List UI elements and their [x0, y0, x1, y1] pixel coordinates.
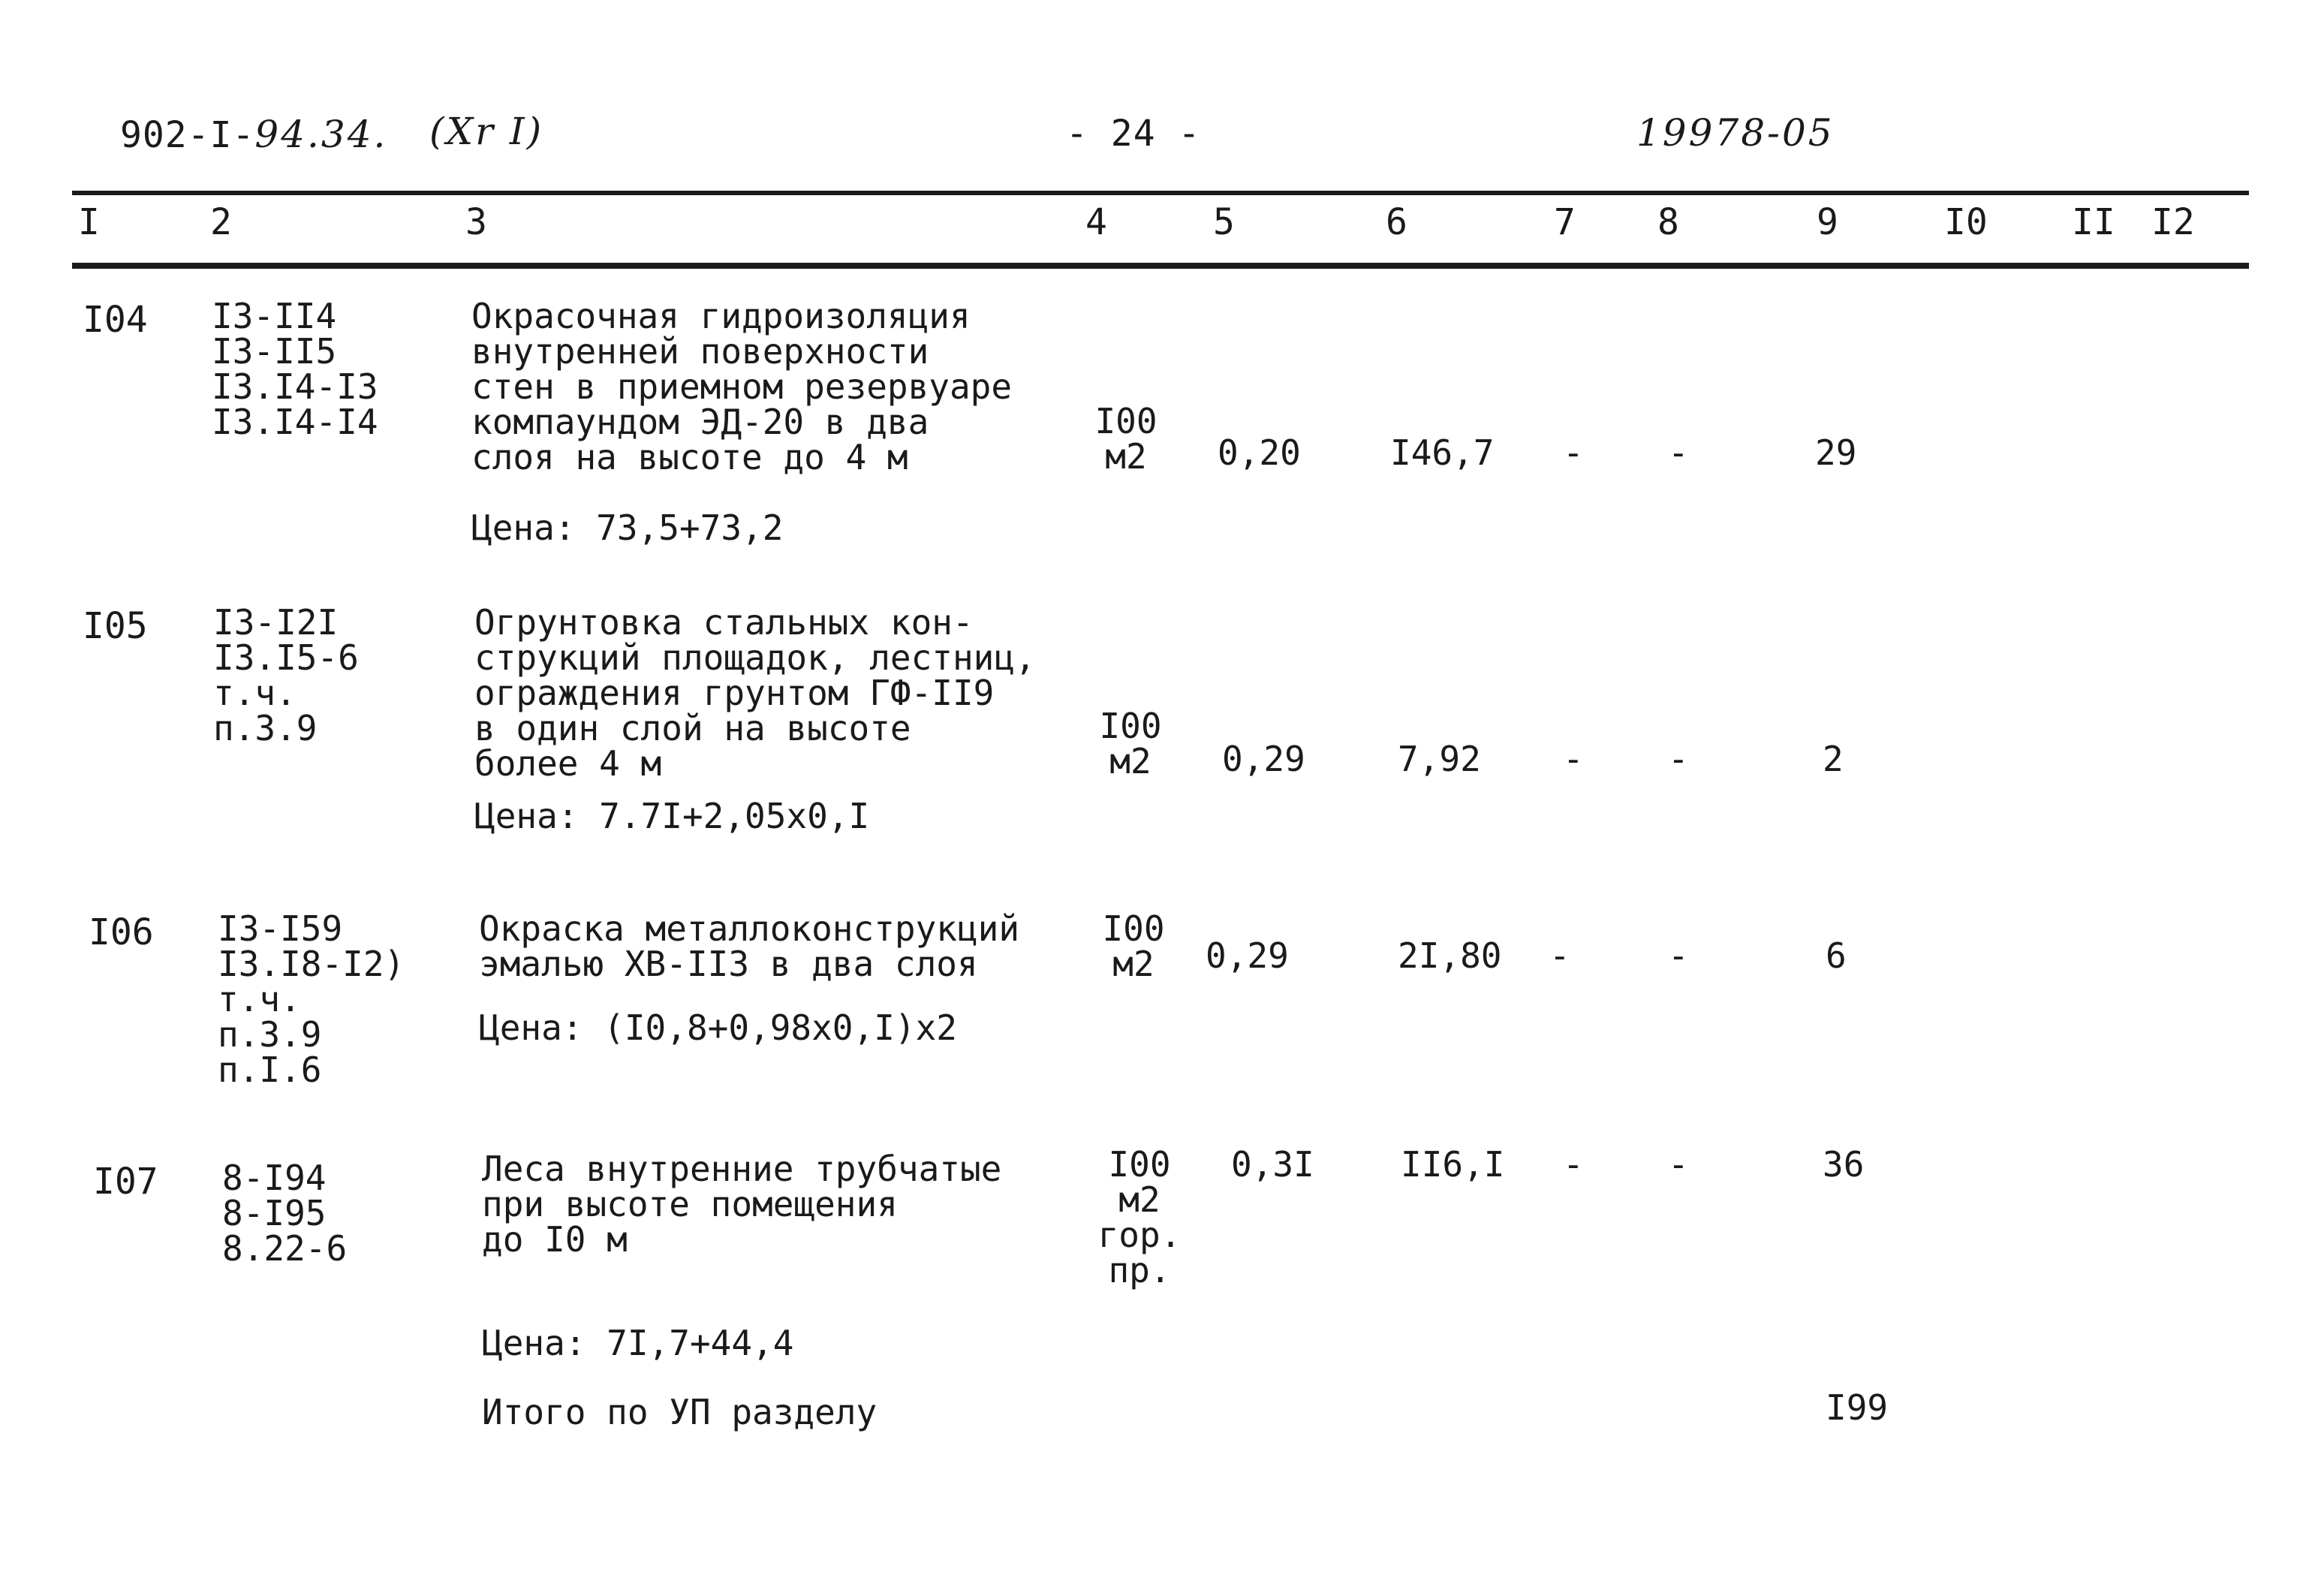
quantity: 0,29: [1222, 739, 1305, 779]
norm-codes: [218, 908, 405, 1090]
unit-line: м2: [1109, 741, 1151, 781]
column-6-value: I46,7: [1390, 432, 1495, 473]
unit-of-measure: [1085, 706, 1176, 781]
unit-line: м2: [1118, 1179, 1161, 1220]
column-8-value: -: [1668, 432, 1689, 473]
unit-line: гор.: [1097, 1215, 1182, 1255]
norm-code: 8-I95: [222, 1193, 327, 1233]
column-8-value: -: [1668, 739, 1689, 779]
column-number: 3: [465, 201, 487, 243]
norm-code: I3.I4-I3: [212, 366, 378, 407]
column-6-value: 7,92: [1398, 739, 1481, 779]
description-line: стен в приемном резервуаре: [471, 366, 1013, 407]
norm-code: 8.22-6: [222, 1228, 348, 1269]
document-code-printed: 902-I-: [120, 114, 255, 156]
norm-code: I3.I8-I2): [218, 944, 405, 984]
price-formula: Цена: 7.7I+2,05x0,I: [474, 796, 870, 836]
quantity: 0,20: [1218, 432, 1301, 473]
column-number: I: [78, 201, 100, 243]
norm-code: п.I.6: [218, 1049, 322, 1090]
unit-line: пр.: [1108, 1250, 1171, 1290]
column-9-value: 2: [1823, 739, 1844, 779]
page-number: - 24 -: [1066, 113, 1201, 155]
section-total-label: Итого по УП разделу: [482, 1392, 878, 1432]
norm-code: I3.I5-6: [213, 637, 359, 678]
column-number: I2: [2151, 201, 2195, 243]
description-line: Окраска металлоконструкций: [479, 908, 1020, 949]
norm-code: п.3.9: [218, 1014, 322, 1055]
column-7-value: -: [1549, 935, 1570, 976]
quantity: 0,29: [1206, 935, 1289, 976]
unit-line: I00: [1094, 401, 1158, 441]
column-8-value: -: [1668, 1144, 1689, 1185]
price-formula: Цена: 7I,7+44,4: [482, 1323, 794, 1363]
description-line: эмалью ХВ-II3 в два слоя: [479, 944, 978, 984]
column-7-value: -: [1563, 1144, 1584, 1185]
column-7-value: -: [1563, 739, 1584, 779]
row-number: I07: [93, 1161, 158, 1203]
unit-line: I00: [1102, 908, 1165, 949]
norm-code: I3.I4-I4: [212, 402, 378, 442]
unit-of-measure: [1094, 1144, 1185, 1290]
column-6-value: 2I,80: [1398, 935, 1502, 976]
column-number: 4: [1085, 201, 1107, 243]
column-number: 2: [210, 201, 232, 243]
unit-line: м2: [1105, 436, 1147, 477]
price-formula: Цена: 73,5+73,2: [471, 507, 784, 548]
norm-codes: [222, 1158, 348, 1269]
volume-mark: (Xr I): [429, 110, 544, 153]
norm-code: I3-II5: [212, 331, 337, 372]
column-number: I0: [1944, 201, 1988, 243]
column-number: 5: [1213, 201, 1235, 243]
work-description: [479, 908, 1020, 984]
column-9-value: 6: [1826, 935, 1847, 976]
norm-code: I3-I59: [218, 908, 343, 949]
row-number: I04: [83, 299, 148, 341]
description-line: ограждения грунтом ГФ-II9: [474, 673, 995, 713]
norm-code: т.ч.: [213, 673, 297, 713]
table-header-rule: [72, 263, 2249, 269]
norm-codes: [213, 602, 359, 748]
work-description: [471, 296, 1013, 477]
description-line: внутренней поверхности: [471, 331, 929, 372]
norm-code: I3-I2I: [213, 602, 339, 643]
column-8-value: -: [1668, 935, 1689, 976]
section-total-value: I99: [1826, 1387, 1889, 1428]
column-number: 7: [1554, 201, 1576, 243]
unit-line: I00: [1099, 706, 1162, 746]
column-6-value: II6,I: [1401, 1144, 1505, 1185]
column-number: 6: [1386, 201, 1407, 243]
description-line: слоя на высоте до 4 м: [471, 437, 908, 477]
description-line: до I0 м: [482, 1219, 628, 1260]
table-top-rule: [72, 191, 2249, 195]
description-line: Огрунтовка стальных кон-: [474, 602, 974, 643]
row-number: I05: [83, 605, 148, 647]
description-line: более 4 м: [474, 743, 662, 784]
description-line: струкций площадок, лестниц,: [474, 637, 1036, 678]
column-9-value: 29: [1815, 432, 1857, 473]
unit-line: м2: [1112, 944, 1155, 984]
unit-line: I00: [1108, 1144, 1171, 1185]
work-description: [482, 1149, 1002, 1260]
column-9-value: 36: [1823, 1144, 1865, 1185]
description-line: Окрасочная гидроизоляция: [471, 296, 971, 336]
norm-code: 8-I94: [222, 1158, 327, 1198]
column-number: 8: [1657, 201, 1679, 243]
price-formula: Цена: (I0,8+0,98x0,I)x2: [479, 1007, 957, 1048]
document-code-handwritten: 94.34.: [254, 113, 388, 156]
norm-code: п.3.9: [213, 708, 318, 748]
description-line: в один слой на высоте: [474, 708, 911, 748]
norm-code: т.ч.: [218, 979, 301, 1019]
description-line: компаундом ЭД-20 в два: [471, 402, 929, 442]
archive-number: 19978-05: [1636, 111, 1835, 155]
column-number: 9: [1817, 201, 1838, 243]
document-code: [120, 113, 387, 156]
norm-code: I3-II4: [212, 296, 337, 336]
description-line: Леса внутренние трубчатые: [482, 1149, 1002, 1189]
norm-codes: [212, 296, 378, 442]
column-7-value: -: [1563, 432, 1584, 473]
work-description: [474, 602, 1036, 784]
unit-of-measure: [1088, 908, 1179, 984]
row-number: I06: [89, 911, 154, 953]
unit-of-measure: [1081, 401, 1171, 477]
quantity: 0,3I: [1231, 1144, 1314, 1185]
description-line: при высоте помещения: [482, 1184, 898, 1224]
column-number: II: [2072, 201, 2115, 243]
